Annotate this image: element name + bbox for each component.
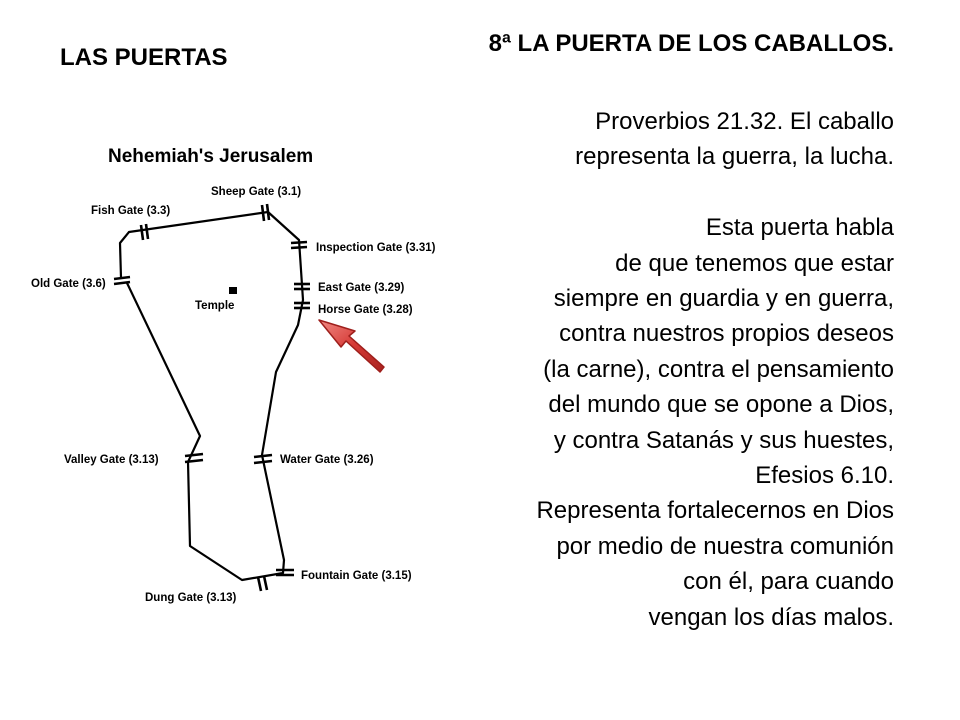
old-gate-marker xyxy=(114,277,130,284)
fish-gate-marker xyxy=(141,224,148,240)
dung-gate-marker xyxy=(258,576,267,591)
red-arrow-icon xyxy=(319,320,384,372)
body-line: Representa fortalecernos en Dios xyxy=(536,497,894,525)
section-heading: 8ª LA PUERTA DE LOS CABALLOS. xyxy=(488,30,894,57)
map-title: Nehemiah's Jerusalem xyxy=(108,146,314,167)
body-line: del mundo que se opone a Dios, xyxy=(548,391,894,419)
temple-marker xyxy=(229,287,237,294)
city-wall xyxy=(120,212,303,580)
body-line: Efesios 6.10. xyxy=(755,462,894,490)
fountain-gate-label: Fountain Gate (3.15) xyxy=(301,570,412,582)
body-line: siempre en guardia y en guerra, xyxy=(553,285,894,313)
body-line: con él, para cuando xyxy=(683,568,894,596)
fish-gate-label: Fish Gate (3.3) xyxy=(91,205,171,217)
old-gate-label: Old Gate (3.6) xyxy=(31,278,106,290)
body-line: vengan los días malos. xyxy=(648,603,894,631)
body-line: representa la guerra, la lucha. xyxy=(575,143,894,171)
water-gate-label: Water Gate (3.26) xyxy=(280,454,374,466)
valley-gate-marker xyxy=(185,454,203,462)
valley-gate-label: Valley Gate (3.13) xyxy=(64,454,159,466)
east-gate-label: East Gate (3.29) xyxy=(318,282,405,294)
body-line: por medio de nuestra comunión xyxy=(556,532,894,560)
gate-markers xyxy=(114,204,310,591)
jerusalem-map xyxy=(0,0,480,640)
body-text xyxy=(434,104,894,635)
body-line: Esta puerta habla xyxy=(705,214,894,242)
body-line: contra nuestros propios deseos xyxy=(559,320,894,348)
body-line: (la carne), contra el pensamiento xyxy=(543,355,894,383)
body-gap xyxy=(434,175,894,210)
horse-gate-label: Horse Gate (3.28) xyxy=(318,304,413,316)
body-line: de que tenemos que estar xyxy=(615,249,894,277)
slide-title: LAS PUERTAS xyxy=(60,44,228,71)
dung-gate-label: Dung Gate (3.13) xyxy=(145,592,237,604)
inspection-gate-label: Inspection Gate (3.31) xyxy=(316,242,436,254)
fountain-gate-marker xyxy=(276,570,294,575)
temple-label: Temple xyxy=(195,300,235,312)
body-line: y contra Satanás y sus huestes, xyxy=(553,426,894,454)
body-line: Proverbios 21.32. El caballo xyxy=(595,108,894,135)
sheep-gate-label: Sheep Gate (3.1) xyxy=(211,186,302,198)
